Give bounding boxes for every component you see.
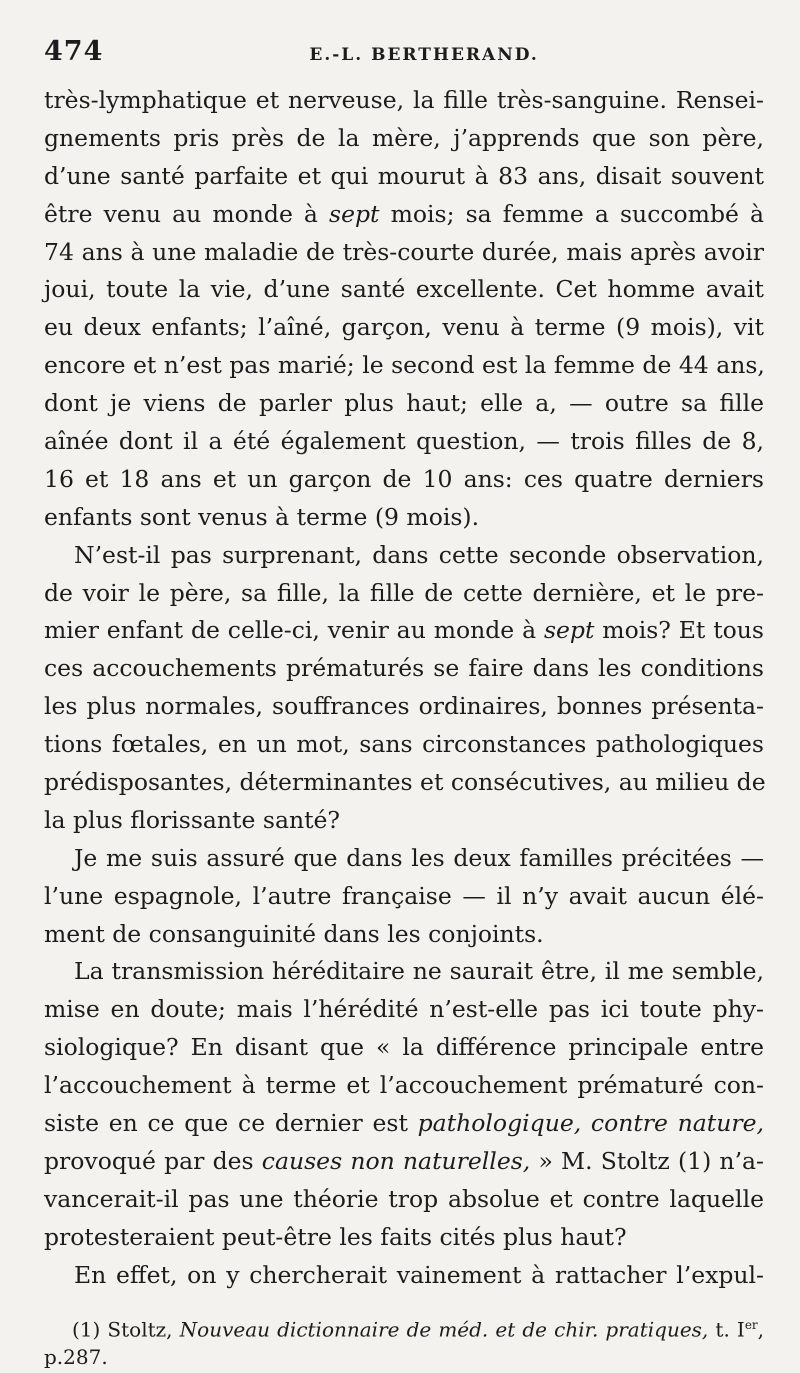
text-line: la plus florissante santé?	[44, 805, 341, 834]
footnote-volume: t. I	[708, 1317, 745, 1342]
footnote-comma: ,	[757, 1317, 765, 1342]
running-head	[44, 36, 764, 82]
text-line: encore et n’est pas marié; le second est la femme de 44 ans,	[44, 351, 765, 380]
text-line: Je me suis assuré que dans les deux familles précitées —	[74, 843, 764, 872]
text-line: mise en doute; mais l’hérédité n’est-elle pas ici toute phy-	[44, 995, 764, 1024]
text-segment: » M. Stoltz (1) n’a-	[530, 1146, 764, 1175]
text-segment: être venu au monde à	[44, 199, 330, 228]
text-line: N’est-il pas surprenant, dans cette seconde observation,	[74, 540, 764, 569]
text-line	[44, 612, 764, 650]
text-line: les plus normales, souffrances ordinaires, bonnes présenta-	[44, 692, 764, 721]
text-line: protesteraient peut-être les faits cités plus haut?	[44, 1222, 627, 1251]
book-page	[44, 36, 764, 1373]
text-line: prédisposantes, déterminantes et consécutives, au milieu de	[44, 768, 766, 797]
page-number: 474	[44, 36, 104, 67]
footnote-line: p.287.	[44, 1344, 108, 1369]
text-line: gnements pris près de la mère, j’apprends que son père,	[44, 123, 764, 152]
text-segment: siste en ce que ce dernier est	[44, 1109, 418, 1138]
text-line: ment de consanguinité dans les conjoints.	[44, 919, 544, 948]
footnote-sup: er	[744, 1317, 758, 1332]
footnote-title: Nouveau dictionnaire de méd. et de chir. pratiques,	[179, 1317, 709, 1342]
text-line: vancerait-il pas une théorie trop absolue et contre laquelle	[44, 1184, 764, 1213]
text-line: très-lymphatique et nerveuse, la fille très-sanguine. Rensei-	[44, 86, 764, 114]
italic-segment: causes non naturelles,	[261, 1146, 531, 1175]
footnotes	[44, 1309, 764, 1373]
italic-segment: sept	[329, 199, 380, 228]
text-line: 16 et 18 ans et un garçon de 10 ans: ces quatre derniers	[44, 464, 764, 493]
text-line: ces accouchements prématurés se faire dans les conditions	[44, 654, 764, 683]
text-line: tions fœtales, en un mot, sans circonstances pathologiques	[44, 730, 764, 759]
text-line: enfants sont venus à terme (9 mois).	[44, 502, 480, 531]
body-text	[44, 82, 764, 1295]
running-title: E.-L. BERTHERAND.	[309, 45, 539, 65]
text-segment: mier enfant de celle-ci, venir au monde à	[44, 616, 544, 645]
text-line: 74 ans à une maladie de très-courte durée, mais après avoir	[44, 237, 764, 266]
text-line: eu deux enfants; l’aîné, garçon, venu à terme (9 mois), vit	[44, 313, 764, 342]
italic-segment: pathologique, contre nature,	[417, 1109, 764, 1138]
text-line: aînée dont il a été également question, — trois filles de 8,	[44, 427, 764, 456]
italic-segment: sept	[543, 616, 595, 645]
text-line: dont je viens de parler plus haut; elle a, — outre sa fille	[44, 389, 764, 418]
text-line: En effet, on y chercherait vainement à rattacher l’expul-	[74, 1260, 764, 1289]
text-line: d’une santé parfaite et qui mourut à 83 ans, disait souvent	[44, 161, 764, 190]
text-line: l’accouchement à terme et l’accouchement prématuré con-	[44, 1071, 764, 1100]
text-line: de voir le père, sa fille, la fille de cette dernière, et le pre-	[44, 578, 764, 607]
text-segment: mois; sa femme a succombé à	[379, 199, 764, 228]
footnote-marker: (1) Stoltz,	[72, 1317, 180, 1342]
text-line	[44, 1105, 764, 1143]
text-line: joui, toute la vie, d’une santé excellente. Cet homme avait	[44, 275, 764, 304]
text-line	[44, 1143, 764, 1181]
text-line	[44, 196, 764, 234]
text-line: l’une espagnole, l’autre française — il n’y avait aucun élé-	[44, 881, 764, 910]
text-line: La transmission héréditaire ne saurait être, il me semble,	[74, 957, 764, 986]
footnote-line	[44, 1309, 764, 1341]
text-segment: mois? Et tous	[594, 616, 764, 645]
text-line: siologique? En disant que « la différence principale entre	[44, 1033, 764, 1062]
text-segment: provoqué par des	[44, 1146, 262, 1175]
